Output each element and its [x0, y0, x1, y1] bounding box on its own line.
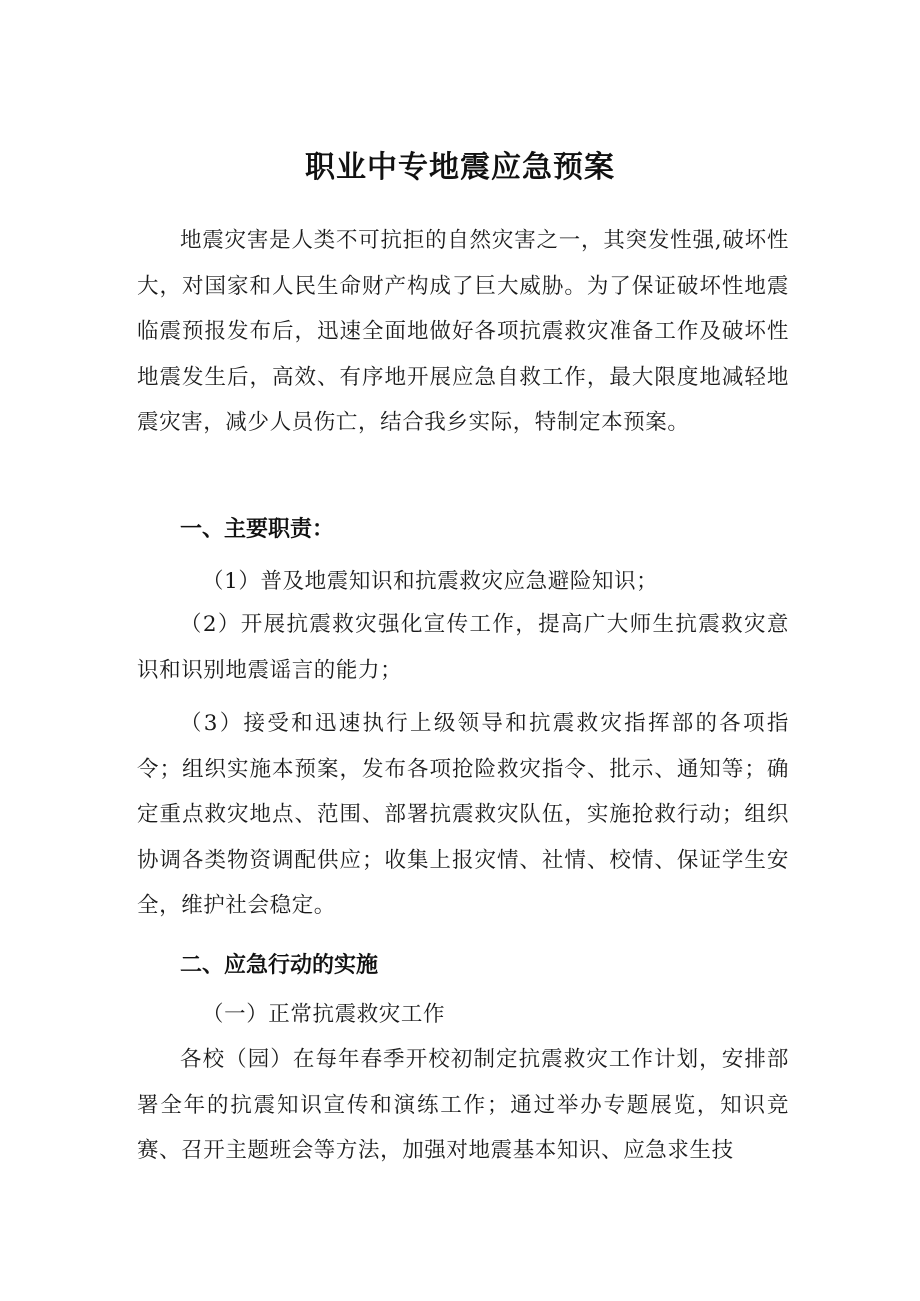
subsection-heading-normal-work: （一）正常抗震救灾工作 — [202, 1002, 446, 1027]
normal-work-paragraph: 各校（园）在每年春季开校初制定抗震救灾工作计划，安排部署全年的抗震知识宣传和演练工作；通过举办专题展览，知识竞赛、召开主题班会等方法，加强对地震基本知识、应急求生技 — [137, 1047, 789, 1163]
document-title: 职业中专地震应急预案 — [305, 150, 615, 185]
section-heading-emergency-actions: 二、应急行动的实施 — [180, 953, 379, 978]
section-heading-responsibilities: 一、主要职责： — [180, 517, 335, 542]
intro-paragraph: 地震灾害是人类不可抗拒的自然灾害之一，其突发性强,破坏性大，对国家和人民生命财产构成了巨大威胁。为了保证破坏性地震临震预报发布后，迅速全面地做好各项抗震救灾准备工作及破坏性地震发生后，高效、有序地开展应急自救工作，最大限度地减轻地震灾害，减少人员伤亡，结合我乡实际，特制定本预案。 — [137, 228, 789, 435]
responsibility-item-3: （3）接受和迅速执行上级领导和抗震救灾指挥部的各项指令；组织实施本预案，发布各项抢险救灾指令、批示、通知等；确定重点救灾地点、范围、部署抗震救灾队伍，实施抢救行动；组织协调各类物资调配供应；收集上报灾情、社情、校情、保证学生安全，维护社会稳定。 — [137, 711, 789, 918]
responsibility-item-1: （1）普及地震知识和抗震救灾应急避险知识； — [202, 569, 659, 594]
responsibility-item-2: （2）开展抗震救灾强化宣传工作，提高广大师生抗震救灾意识和识别地震谣言的能力； — [137, 612, 789, 683]
